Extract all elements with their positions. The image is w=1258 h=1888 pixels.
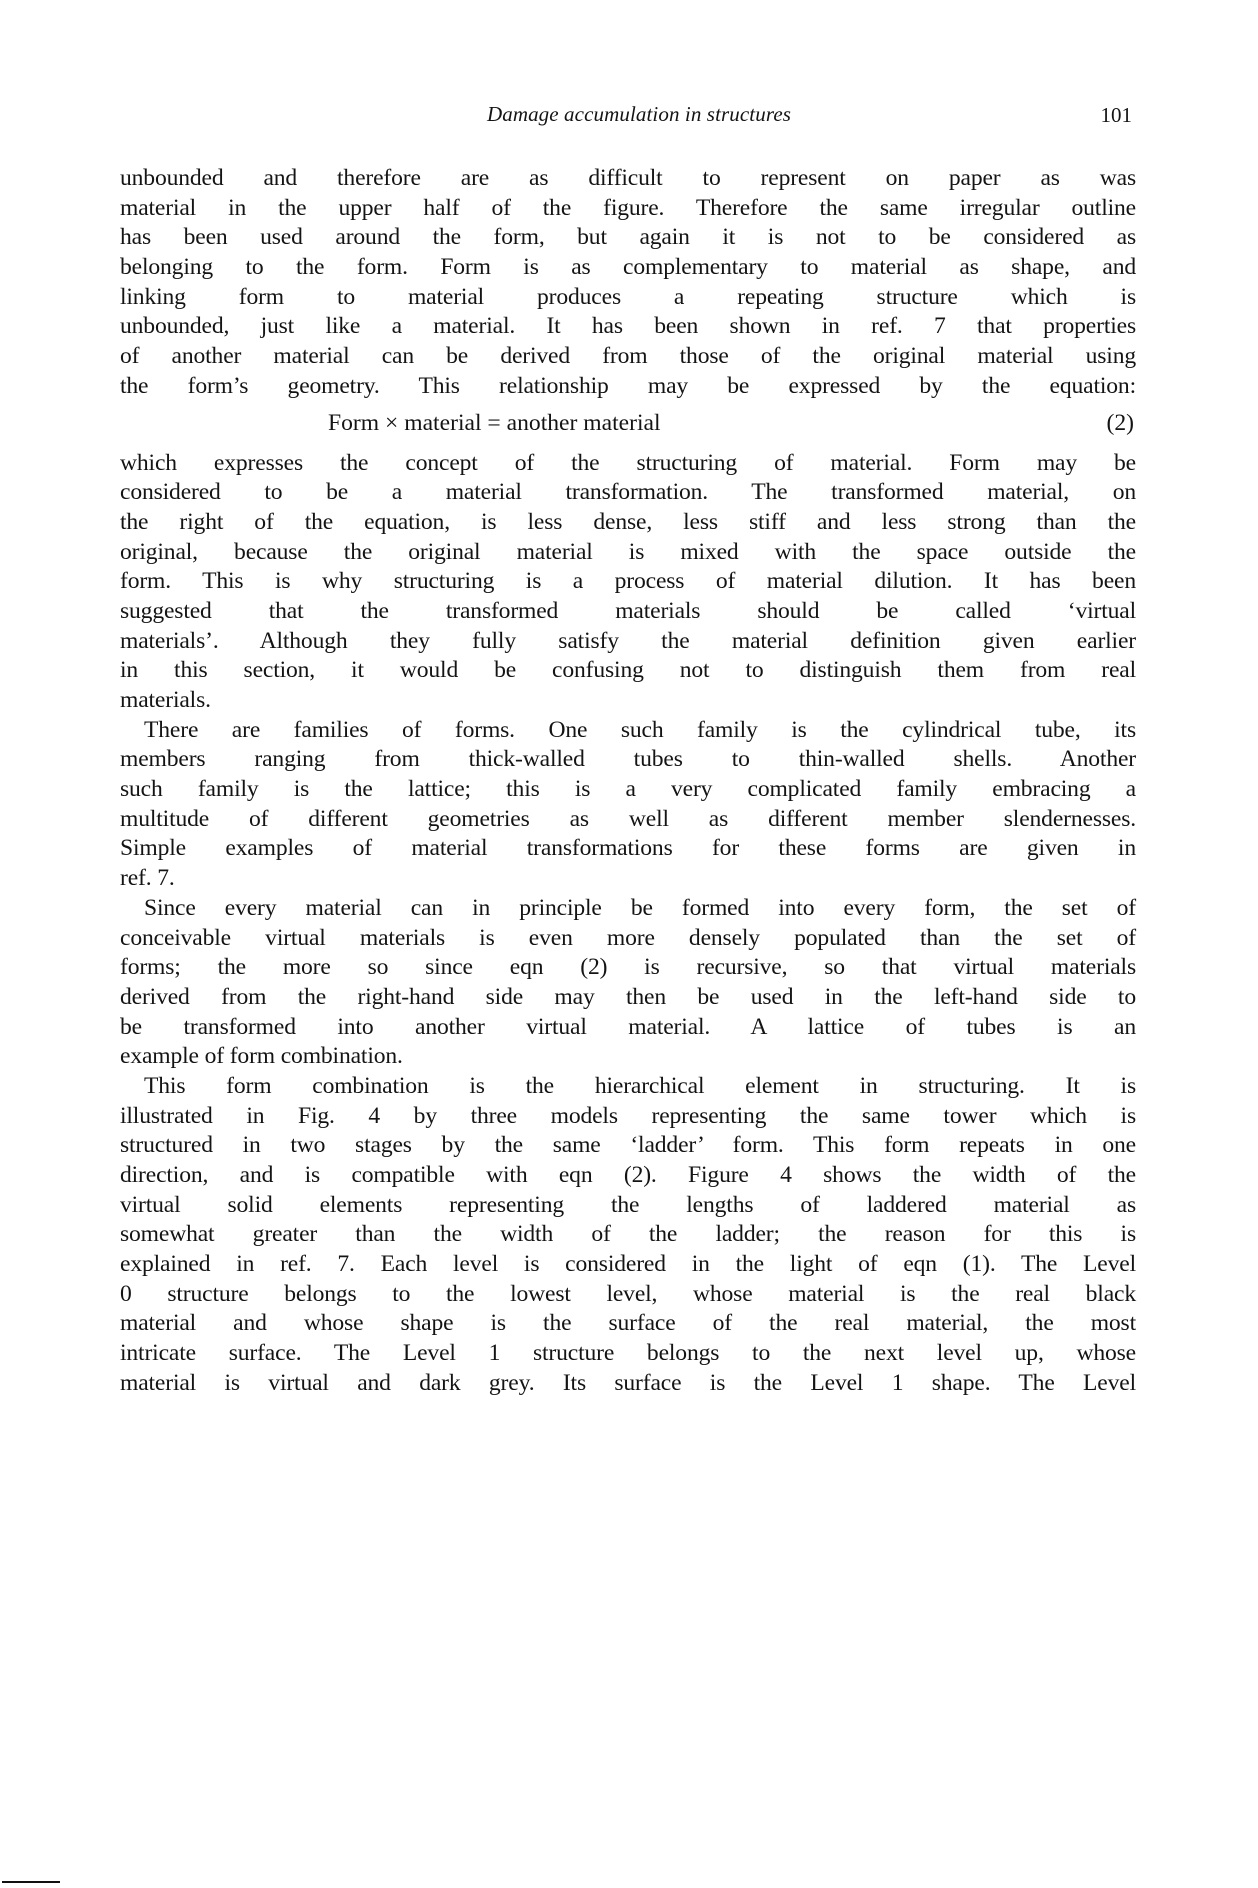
text-line: intricate surface. The Level 1 structure belongs to the next level up, whose [120,1340,1136,1367]
text-line: has been used around the form, but again it is not to be considered as [120,224,1136,251]
text-line: This form combination is the hierarchical element in structuring. It is [144,1072,1136,1099]
text-line: multitude of different geometries as well as different member slendernesses. [120,805,1136,832]
text-line: unbounded and therefore are as difficult to represent on paper as was [120,165,1136,191]
equation-number: (2) [1106,409,1134,436]
text-line: forms; the more so since eqn (2) is recursive, so that virtual materials [120,954,1136,981]
text-line: be transformed into another virtual material. A lattice of tubes is an [120,1013,1136,1040]
equation-body: Form × material = another material [328,409,661,436]
text-line: members ranging from thick-walled tubes to thin-walled shells. Another [120,746,1136,773]
text-line: original, because the original material is mixed with the space outside the [120,538,1136,565]
text-line: of another material can be derived from those of the original material using [120,343,1136,370]
text-line: Simple examples of material transformations for these forms are given in [120,835,1136,862]
text-line: material is virtual and dark grey. Its surface is the Level 1 shape. The Level [120,1369,1136,1396]
text-line: example of form combination. [120,1043,403,1070]
text-line: form. This is why structuring is a process of material dilution. It has been [120,568,1136,595]
text-line: which expresses the concept of the structuring of material. Form may be [120,449,1136,476]
paragraph [120,164,1136,402]
body-text [120,164,1136,1399]
text-line: somewhat greater than the width of the ladder; the reason for this is [120,1221,1136,1248]
text-line: structured in two stages by the same ‘ladder’ form. This form repeats in one [120,1132,1136,1159]
text-line: unbounded, just like a material. It has been shown in ref. 7 that properties [120,313,1136,340]
text-line: materials. [120,687,211,713]
paragraph [120,894,1136,1072]
text-line: suggested that the transformed materials should be called ‘virtual [120,597,1136,624]
scan-edge-mark [2,1881,60,1883]
text-line: the right of the equation, is less dense, less stiff and less strong than the [120,508,1136,535]
page-number: 101 [1100,103,1132,127]
equation-2 [120,402,1136,449]
text-line: illustrated in Fig. 4 by three models representing the same tower which is [120,1102,1136,1129]
paragraph [120,449,1136,716]
text-line: direction, and is compatible with eqn (2). Figure 4 shows the width of the [120,1162,1136,1188]
text-line: such family is the lattice; this is a very complicated family embracing a [120,776,1136,803]
text-line: There are families of forms. One such family is the cylindrical tube, its [144,716,1136,743]
text-line: belonging to the form. Form is as complementary to material as shape, and [120,254,1136,281]
running-title: Damage accumulation in structures [486,102,792,126]
text-line: ref. 7. [120,865,175,892]
paragraph [120,716,1136,894]
text-line: explained in ref. 7. Each level is considered in the light of eqn (1). The Level [120,1251,1136,1278]
text-line: materials’. Although they fully satisfy the material definition given earlier [120,627,1136,654]
text-line: the form’s geometry. This relationship may be expressed by the equation: [120,372,1136,399]
text-line: conceivable virtual materials is even more densely populated than the set of [120,924,1136,951]
text-line: considered to be a material transformation. The transformed material, on [120,479,1136,506]
text-line: material in the upper half of the figure. Therefore the same irregular outline [120,194,1136,221]
text-line: Since every material can in principle be formed into every form, the set of [144,894,1136,921]
text-line: derived from the right-hand side may then be used in the left-hand side to [120,983,1136,1010]
text-line: in this section, it would be confusing not to distinguish them from real [120,657,1136,684]
running-head [120,100,1158,130]
text-line: material and whose shape is the surface of the real material, the most [120,1310,1136,1337]
paragraph [120,1072,1136,1399]
text-line: virtual solid elements representing the lengths of laddered material as [120,1191,1136,1218]
text-line: linking form to material produces a repeating structure which is [120,283,1136,310]
text-line: 0 structure belongs to the lowest level, whose material is the real black [120,1280,1136,1307]
